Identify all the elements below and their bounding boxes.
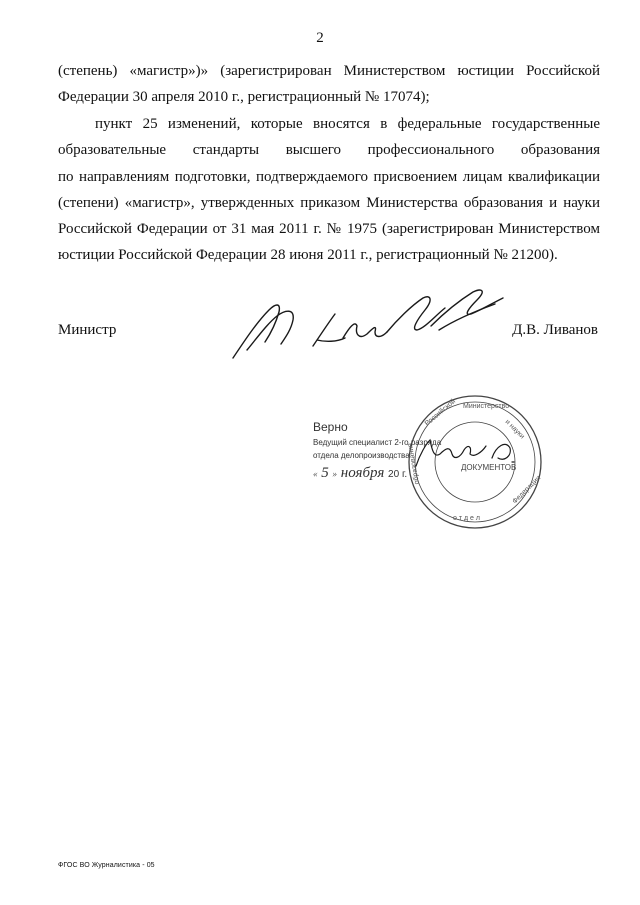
- certifier-position: Ведущий специалист 2-го разряда: [313, 438, 442, 447]
- date-year: 20 г.: [388, 469, 408, 480]
- certifier-signature: [412, 432, 522, 472]
- text-line: (степень) «магистр»)» (зарегистрирован Министерством юстиции Российской: [58, 63, 600, 79]
- certification-date: [313, 465, 407, 482]
- signatory-title: Министр: [58, 322, 117, 338]
- text-line: пункт 25 изменений, которые вносятся в федеральные государственные: [95, 116, 600, 132]
- date-day: 5: [321, 465, 329, 481]
- signatory-name: Д.В. Ливанов: [512, 322, 598, 338]
- text-line: (степени) «магистр», утвержденных приказом Министерства образования и науки: [58, 195, 600, 211]
- svg-text:Российской: Российской: [423, 398, 458, 428]
- svg-text:и науки: и науки: [503, 418, 526, 441]
- text-line: образовательные стандарты высшего профессионального образования: [58, 142, 600, 158]
- svg-text:Федерации: Федерации: [511, 474, 543, 506]
- text-line: юстиции Российской Федерации 28 июня 2011 г., регистрационный № 21200).: [58, 247, 558, 263]
- date-quote-open: «: [313, 469, 318, 479]
- certifier-department: отдела делопроизводства: [313, 451, 410, 460]
- date-quote-close: »: [332, 469, 337, 479]
- text-line: Российской Федерации от 31 мая 2011 г. № 1975 (зарегистрирован Министерством: [58, 221, 600, 237]
- svg-text:Министерство: Министерство: [463, 403, 510, 410]
- svg-text:образования: образования: [406, 442, 421, 485]
- svg-text:о т д е л: о т д е л: [453, 515, 480, 522]
- text-line: по направлениям подготовки, подтверждаемого присвоением лицам квалификации: [58, 169, 600, 185]
- svg-text:ДОКУМЕНТОВ: ДОКУМЕНТОВ: [461, 463, 517, 472]
- certification-word: Верно: [313, 420, 348, 434]
- text-line: Федерации 30 апреля 2010 г., регистрационный № 17074);: [58, 89, 430, 105]
- document-footer: ФГОС ВО Журналистика - 05: [58, 862, 155, 869]
- page-number: 2: [316, 30, 324, 46]
- date-month: ноября: [340, 465, 385, 481]
- handwritten-signature: [225, 280, 515, 370]
